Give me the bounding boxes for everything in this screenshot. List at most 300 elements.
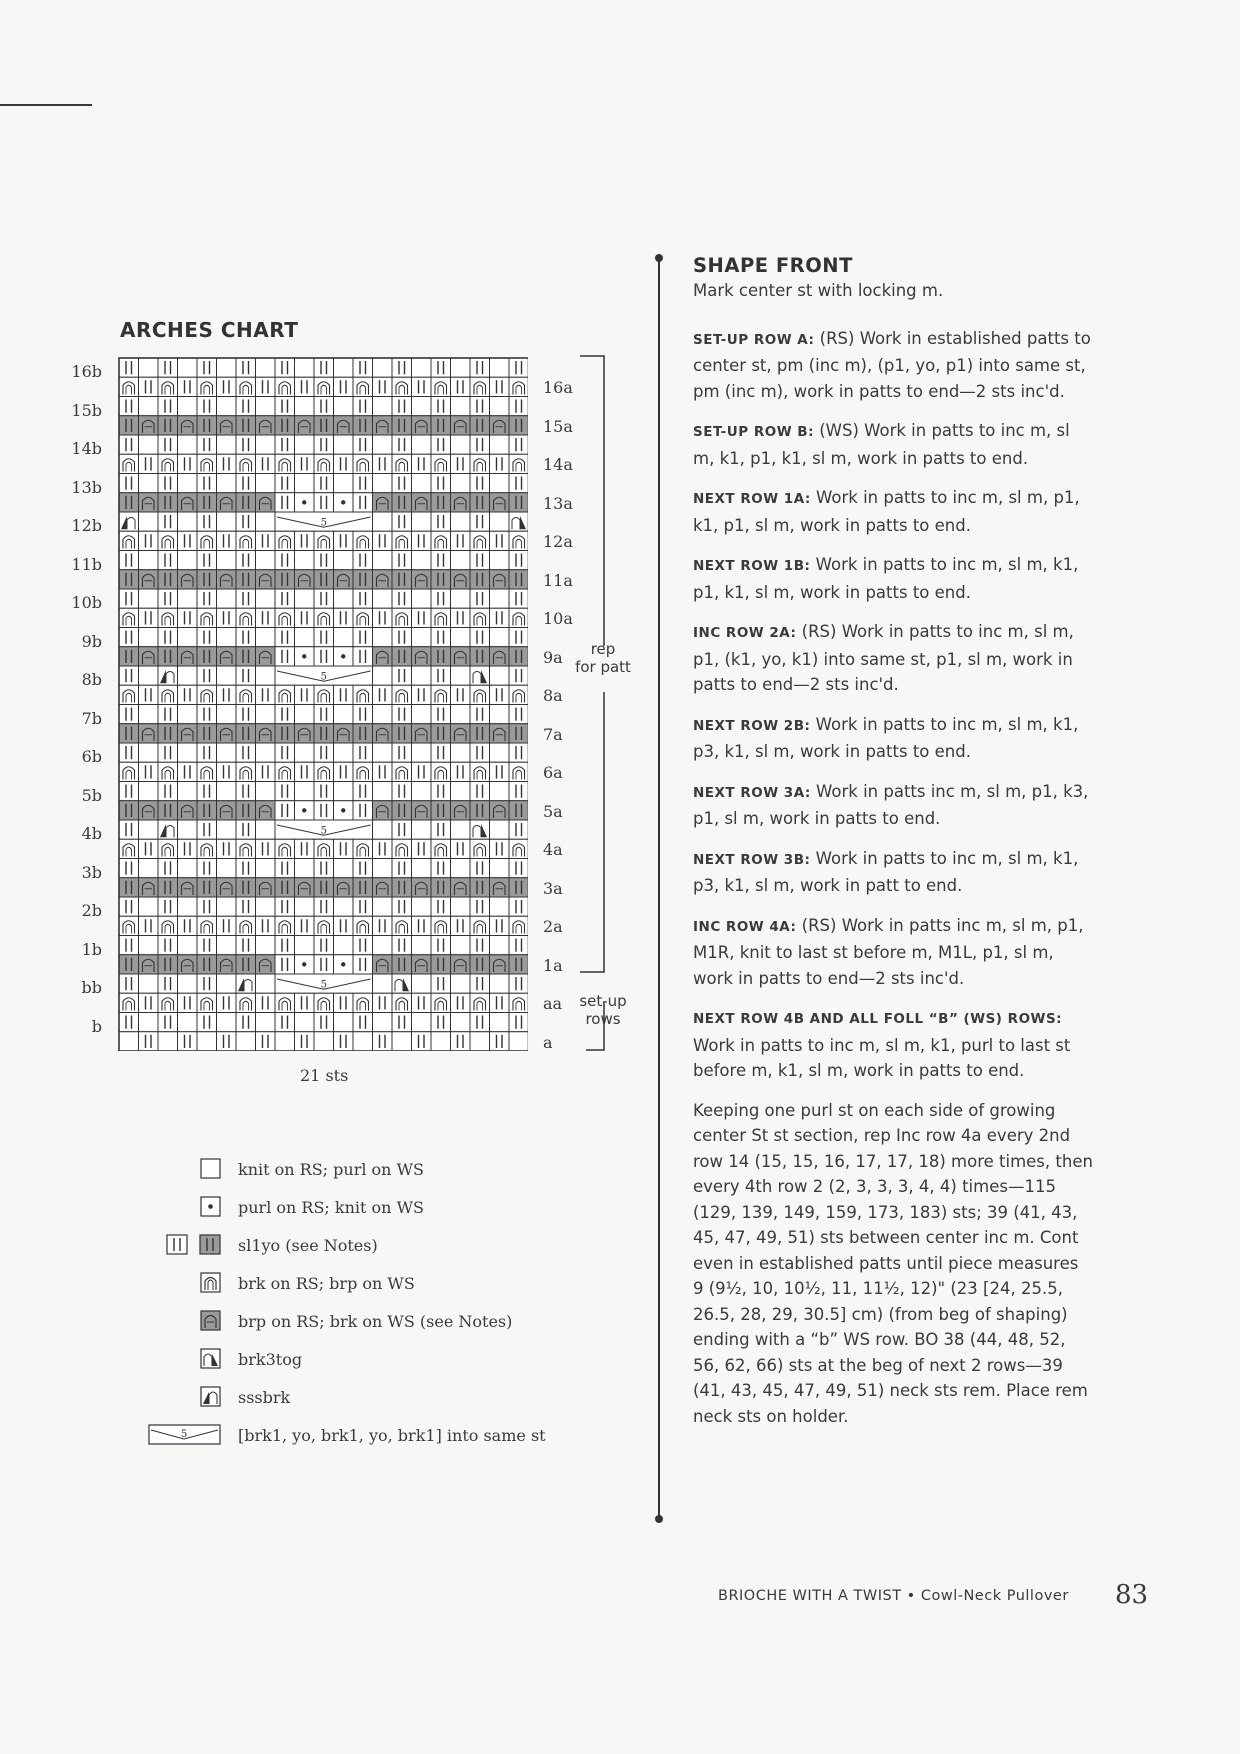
chart-cell bbox=[256, 916, 276, 935]
chart-cell bbox=[490, 628, 510, 647]
chart-cell bbox=[490, 859, 510, 878]
chart-cell bbox=[256, 628, 276, 647]
chart-cell bbox=[392, 435, 412, 454]
chart-cell bbox=[509, 435, 528, 454]
chart-cell bbox=[392, 993, 412, 1012]
chart-cell bbox=[314, 762, 334, 781]
chart-cell bbox=[451, 916, 471, 935]
chart-cell bbox=[139, 974, 159, 993]
chart-cell bbox=[451, 974, 471, 993]
chart-cell bbox=[509, 685, 528, 704]
chart-cell bbox=[217, 897, 237, 916]
chart-cell bbox=[275, 358, 295, 377]
chart-cell bbox=[490, 839, 510, 858]
chart-cell bbox=[353, 454, 373, 473]
chart-cell bbox=[470, 512, 490, 531]
chart-cell bbox=[256, 820, 276, 839]
chart-cell bbox=[275, 1032, 295, 1051]
chart-cell bbox=[451, 1032, 471, 1051]
chart-cell bbox=[451, 859, 471, 878]
chart-cell bbox=[431, 493, 451, 512]
chart-cell bbox=[236, 551, 256, 570]
chart-cell bbox=[314, 724, 334, 743]
chart-cell bbox=[256, 397, 276, 416]
left-row-label: 11b bbox=[71, 554, 102, 574]
chart-cell bbox=[217, 628, 237, 647]
chart-cell bbox=[373, 897, 393, 916]
chart-cell bbox=[353, 762, 373, 781]
chart-cell bbox=[353, 897, 373, 916]
key-row-sl1yo bbox=[148, 1232, 548, 1262]
chart-cell bbox=[158, 493, 178, 512]
chart-cell bbox=[256, 377, 276, 396]
right-row-label: 5a bbox=[543, 801, 563, 821]
chart-cell bbox=[158, 474, 178, 493]
chart-cell bbox=[295, 936, 315, 955]
chart-cell bbox=[334, 589, 354, 608]
chart-cell bbox=[119, 859, 139, 878]
running-footer bbox=[718, 1588, 1069, 1604]
chart-cell bbox=[353, 570, 373, 589]
chart-cell bbox=[431, 1013, 451, 1032]
chart-cell bbox=[197, 897, 217, 916]
svg-text:5: 5 bbox=[320, 671, 327, 683]
sssbrk-icon bbox=[200, 1386, 222, 1408]
chart-cell bbox=[178, 993, 198, 1012]
chart-cell bbox=[197, 1032, 217, 1051]
chart-cell bbox=[139, 377, 159, 396]
chart-cell bbox=[431, 628, 451, 647]
chart-cell bbox=[490, 531, 510, 550]
chart-cell bbox=[314, 685, 334, 704]
chart-cell bbox=[373, 454, 393, 473]
chart-cell bbox=[392, 974, 412, 993]
chart-cell bbox=[295, 916, 315, 935]
footer-chapter: Cowl-Neck Pullover bbox=[920, 1588, 1069, 1604]
chart-cell bbox=[158, 628, 178, 647]
chart-cell bbox=[139, 801, 159, 820]
chart-cell bbox=[158, 762, 178, 781]
chart-cell bbox=[217, 377, 237, 396]
chart-cell bbox=[197, 916, 217, 935]
instruction-lead: NEXT ROW 4B AND ALL FOLL “B” (WS) ROWS: bbox=[693, 1011, 1063, 1027]
chart-cell bbox=[256, 993, 276, 1012]
chart-cell bbox=[139, 589, 159, 608]
chart-cell bbox=[178, 782, 198, 801]
right-row-label: 12a bbox=[543, 532, 573, 551]
chart-cell bbox=[392, 782, 412, 801]
chart-title: ARCHES CHART bbox=[120, 318, 299, 342]
chart-cell bbox=[236, 474, 256, 493]
chart-cell bbox=[353, 878, 373, 897]
chart-cell bbox=[470, 454, 490, 473]
stitch-count-label: 21 sts bbox=[300, 1066, 349, 1085]
chart-cell bbox=[451, 377, 471, 396]
chart-cell bbox=[119, 474, 139, 493]
chart-cell bbox=[178, 743, 198, 762]
chart-cell bbox=[158, 397, 178, 416]
chart-cell bbox=[119, 628, 139, 647]
chart-cell bbox=[217, 859, 237, 878]
chart-cell bbox=[392, 1013, 412, 1032]
chart-cell bbox=[509, 743, 528, 762]
chart-cell bbox=[275, 897, 295, 916]
increase-cluster-number: 5 bbox=[180, 1429, 188, 1440]
chart-cell bbox=[197, 570, 217, 589]
chart-cell bbox=[431, 551, 451, 570]
chart-cell bbox=[236, 955, 256, 974]
chart-cell bbox=[392, 608, 412, 627]
instruction-paragraph bbox=[693, 418, 1093, 471]
chart-cell bbox=[509, 897, 528, 916]
chart-cell bbox=[256, 589, 276, 608]
chart-cell bbox=[470, 974, 490, 993]
chart-cell bbox=[217, 551, 237, 570]
chart-cell bbox=[373, 993, 393, 1012]
chart-cell bbox=[334, 916, 354, 935]
chart-cell bbox=[217, 936, 237, 955]
chart-cell bbox=[295, 724, 315, 743]
chart-cell bbox=[178, 647, 198, 666]
chart-cell bbox=[470, 1013, 490, 1032]
svg-text:5: 5 bbox=[320, 979, 327, 991]
chart-cell bbox=[217, 397, 237, 416]
chart-cell bbox=[139, 743, 159, 762]
chart-cell bbox=[158, 705, 178, 724]
chart-cell bbox=[256, 955, 276, 974]
chart-cell bbox=[353, 493, 373, 512]
chart-cell bbox=[412, 474, 432, 493]
chart-cell bbox=[412, 551, 432, 570]
chart-cell bbox=[217, 358, 237, 377]
chart-cell bbox=[275, 762, 295, 781]
chart-cell bbox=[431, 474, 451, 493]
chart-cell bbox=[373, 358, 393, 377]
chart-cell bbox=[119, 936, 139, 955]
chart-cell bbox=[178, 454, 198, 473]
chart-cell bbox=[392, 666, 412, 685]
chart-cell bbox=[178, 416, 198, 435]
chart-cell bbox=[197, 666, 217, 685]
instruction-paragraph bbox=[693, 326, 1093, 405]
chart-cell bbox=[353, 801, 373, 820]
chart-cell bbox=[256, 839, 276, 858]
repeat-label-line1: rep bbox=[590, 640, 616, 658]
chart-cell bbox=[334, 454, 354, 473]
chart-cell bbox=[334, 570, 354, 589]
chart-cell bbox=[217, 608, 237, 627]
chart-cell bbox=[470, 782, 490, 801]
chart-cell bbox=[353, 685, 373, 704]
chart-cell bbox=[256, 666, 276, 685]
chart-cell bbox=[275, 859, 295, 878]
chart-cell bbox=[373, 820, 393, 839]
chart-cell bbox=[412, 608, 432, 627]
chart-cell bbox=[470, 358, 490, 377]
chart-cell bbox=[236, 512, 256, 531]
chart-cell bbox=[256, 897, 276, 916]
chart-cell bbox=[256, 416, 276, 435]
chart-cell bbox=[236, 685, 256, 704]
chart-cell bbox=[275, 839, 295, 858]
chart-cell bbox=[236, 454, 256, 473]
chart-cell bbox=[275, 416, 295, 435]
chart-cell bbox=[353, 628, 373, 647]
chart-cell bbox=[490, 551, 510, 570]
chart-cell bbox=[470, 377, 490, 396]
chart-cell bbox=[334, 551, 354, 570]
chart-cell bbox=[431, 531, 451, 550]
chart-cell bbox=[158, 936, 178, 955]
chart-cell bbox=[217, 993, 237, 1012]
chart-cell bbox=[392, 878, 412, 897]
chart-cell bbox=[334, 897, 354, 916]
chart-cell bbox=[392, 743, 412, 762]
chart-cell bbox=[295, 955, 315, 974]
chart-cell bbox=[314, 878, 334, 897]
chart-cell bbox=[490, 724, 510, 743]
chart-cell bbox=[412, 647, 432, 666]
chart-cell bbox=[509, 666, 528, 685]
chart-cell bbox=[197, 377, 217, 396]
chart-cell bbox=[256, 801, 276, 820]
chart-cell bbox=[490, 435, 510, 454]
chart-cell bbox=[197, 647, 217, 666]
chart-cell bbox=[451, 782, 471, 801]
chart-cell bbox=[412, 839, 432, 858]
instruction-paragraph bbox=[693, 1005, 1093, 1084]
chart-cell bbox=[353, 1032, 373, 1051]
chart-cell bbox=[373, 724, 393, 743]
chart-cell bbox=[217, 416, 237, 435]
chart-cell bbox=[470, 416, 490, 435]
chart-cell bbox=[178, 1013, 198, 1032]
chart-cell bbox=[470, 762, 490, 781]
key-label-increase: [brk1, yo, brk1, yo, brk1] into same st bbox=[238, 1426, 546, 1445]
chart-cell bbox=[373, 801, 393, 820]
chart-cell bbox=[119, 1013, 139, 1032]
chart-cell bbox=[509, 705, 528, 724]
chart-cell bbox=[178, 570, 198, 589]
chart-cell bbox=[509, 531, 528, 550]
chart-cell bbox=[139, 859, 159, 878]
chart-cell bbox=[275, 936, 295, 955]
chart-cell bbox=[490, 897, 510, 916]
chart-cell bbox=[256, 974, 276, 993]
chart-cell bbox=[139, 512, 159, 531]
chart-cell bbox=[451, 801, 471, 820]
chart-cell bbox=[431, 916, 451, 935]
chart-cell bbox=[158, 801, 178, 820]
chart-cell bbox=[392, 454, 412, 473]
chart-cell bbox=[314, 435, 334, 454]
chart-cell bbox=[178, 762, 198, 781]
instruction-body: Work in patts to inc m, sl m, p1, k1, p1, sl m, work in patts to end. bbox=[693, 488, 1080, 535]
chart-cell bbox=[412, 454, 432, 473]
chart-cell bbox=[470, 1032, 490, 1051]
section-heading: SHAPE FRONT bbox=[693, 254, 853, 277]
chart-cell bbox=[275, 782, 295, 801]
chart-cell bbox=[256, 762, 276, 781]
chart-cell bbox=[353, 993, 373, 1012]
chart-cell bbox=[236, 608, 256, 627]
chart-cell bbox=[431, 762, 451, 781]
chart-cell bbox=[373, 936, 393, 955]
chart-cell bbox=[217, 762, 237, 781]
chart-cell bbox=[139, 531, 159, 550]
chart-cell bbox=[373, 743, 393, 762]
repeat-label bbox=[568, 640, 638, 676]
chart-cell bbox=[119, 397, 139, 416]
instruction-lead: NEXT ROW 1A: bbox=[693, 491, 811, 507]
chart-cell bbox=[509, 377, 528, 396]
right-row-label: aa bbox=[543, 994, 563, 1013]
chart-cell bbox=[139, 955, 159, 974]
chart-cell bbox=[412, 897, 432, 916]
chart-cell bbox=[392, 647, 412, 666]
chart-cell bbox=[197, 743, 217, 762]
chart-cell bbox=[158, 724, 178, 743]
chart-cell bbox=[490, 955, 510, 974]
key-row-brk bbox=[148, 1270, 548, 1300]
instruction-paragraph bbox=[693, 485, 1093, 538]
chart-cell bbox=[295, 358, 315, 377]
chart-cell bbox=[451, 1013, 471, 1032]
chart-cell bbox=[412, 724, 432, 743]
chart-cell bbox=[490, 878, 510, 897]
chart-cell bbox=[275, 685, 295, 704]
chart-cell bbox=[119, 512, 139, 531]
chart-cell bbox=[470, 839, 490, 858]
chart-cell bbox=[139, 454, 159, 473]
chart-cell bbox=[431, 397, 451, 416]
chart-cell bbox=[256, 531, 276, 550]
chart-cell bbox=[197, 820, 217, 839]
chart-cell bbox=[236, 416, 256, 435]
chart-cell bbox=[119, 839, 139, 858]
chart-cell bbox=[119, 724, 139, 743]
chart-cell bbox=[509, 647, 528, 666]
instruction-paragraph bbox=[693, 846, 1093, 899]
chart-cell bbox=[392, 377, 412, 396]
chart-cell bbox=[431, 416, 451, 435]
chart-cell bbox=[373, 955, 393, 974]
chart-cell bbox=[431, 454, 451, 473]
chart-cell bbox=[275, 628, 295, 647]
chart-cell bbox=[490, 1013, 510, 1032]
chart-cell bbox=[178, 666, 198, 685]
chart-cell bbox=[353, 435, 373, 454]
setup-label-line1: set-up bbox=[579, 992, 627, 1010]
chart-cell bbox=[392, 570, 412, 589]
instruction-lead: NEXT ROW 3B: bbox=[693, 851, 811, 868]
chart-cell bbox=[256, 474, 276, 493]
instruction-paragraph bbox=[693, 552, 1093, 605]
chart-cell bbox=[373, 474, 393, 493]
chart-cell bbox=[139, 878, 159, 897]
chart-cell bbox=[314, 589, 334, 608]
chart-cell bbox=[295, 397, 315, 416]
chart-cell bbox=[509, 570, 528, 589]
chart-cell bbox=[314, 474, 334, 493]
chart-cell-increase-cluster bbox=[275, 974, 373, 993]
chart-cell bbox=[158, 647, 178, 666]
instruction-body: Keeping one purl st on each side of growing center St st section, rep Inc row 4a every 2nd row 14 (15, 15, 16, 17, 17, 18) more times, then every 4th row 2 (2, 3, 3, 3, 4, 4) times—115 (129, 139, 149, 159, 173, 183) sts; 39 (41, 43, 45, 47, 49, 51) sts between center inc m. Cont even in established patts until piece measures 9 (9½, 10, 10½, 11, 11½, 12)" (23 [24, 25.5, 26.5, 28, 29, 30.5] cm) (from beg of shaping) ending with a “b” WS row. BO 38 (44, 48, 52, 56, 62, 66) sts at the beg of next 2 rows—39 (41, 43, 45, 47, 49, 51) neck sts rem. Place rem neck sts on holder. bbox=[693, 1100, 1093, 1426]
chart-cell bbox=[451, 993, 471, 1012]
chart-cell bbox=[412, 820, 432, 839]
chart-cell bbox=[119, 820, 139, 839]
chart-cell bbox=[236, 1013, 256, 1032]
right-row-label: 16a bbox=[543, 378, 573, 397]
chart-cell bbox=[197, 878, 217, 897]
chart-cell bbox=[236, 859, 256, 878]
chart-cell bbox=[217, 493, 237, 512]
chart-cell bbox=[373, 531, 393, 550]
chart-cell bbox=[451, 551, 471, 570]
chart-cell bbox=[314, 454, 334, 473]
chart-cell bbox=[509, 628, 528, 647]
chart-cell bbox=[334, 493, 354, 512]
chart-cell bbox=[295, 589, 315, 608]
chart-cell bbox=[119, 608, 139, 627]
chart-cell bbox=[353, 416, 373, 435]
left-row-label: 14b bbox=[71, 439, 102, 458]
chart-cell bbox=[431, 724, 451, 743]
chart-cell bbox=[509, 474, 528, 493]
chart-cell bbox=[431, 839, 451, 858]
chart-cell bbox=[490, 1032, 510, 1051]
chart-cell bbox=[334, 955, 354, 974]
chart-cell bbox=[314, 1013, 334, 1032]
chart-cell bbox=[373, 570, 393, 589]
chart-cell bbox=[334, 878, 354, 897]
chart-cell bbox=[373, 628, 393, 647]
arches-chart-grid bbox=[118, 357, 528, 1051]
chart-cell bbox=[392, 936, 412, 955]
right-row-label: 10a bbox=[543, 609, 573, 628]
chart-cell bbox=[217, 1013, 237, 1032]
chart-cell bbox=[412, 628, 432, 647]
chart-cell bbox=[451, 512, 471, 531]
chart-cell bbox=[197, 859, 217, 878]
chart-cell bbox=[431, 878, 451, 897]
chart-cell bbox=[236, 743, 256, 762]
chart-cell bbox=[197, 531, 217, 550]
brp-icon bbox=[200, 1310, 222, 1332]
chart-cell bbox=[490, 512, 510, 531]
chart-cell bbox=[412, 416, 432, 435]
chart-cell bbox=[490, 762, 510, 781]
chart-cell bbox=[178, 897, 198, 916]
svg-text:5: 5 bbox=[320, 517, 327, 529]
key-label-purl: purl on RS; knit on WS bbox=[238, 1198, 424, 1217]
chart-cell bbox=[139, 820, 159, 839]
chart-cell bbox=[217, 801, 237, 820]
chart-cell bbox=[431, 570, 451, 589]
chart-cell bbox=[158, 859, 178, 878]
chart-cell bbox=[119, 435, 139, 454]
chart-cell bbox=[119, 955, 139, 974]
chart-cell bbox=[217, 705, 237, 724]
chart-cell bbox=[509, 1013, 528, 1032]
chart-cell bbox=[178, 916, 198, 935]
chart-cell bbox=[314, 916, 334, 935]
chart-cell bbox=[295, 570, 315, 589]
chart-cell bbox=[197, 801, 217, 820]
chart-cell bbox=[353, 955, 373, 974]
chart-cell bbox=[217, 743, 237, 762]
chart-cell bbox=[373, 397, 393, 416]
